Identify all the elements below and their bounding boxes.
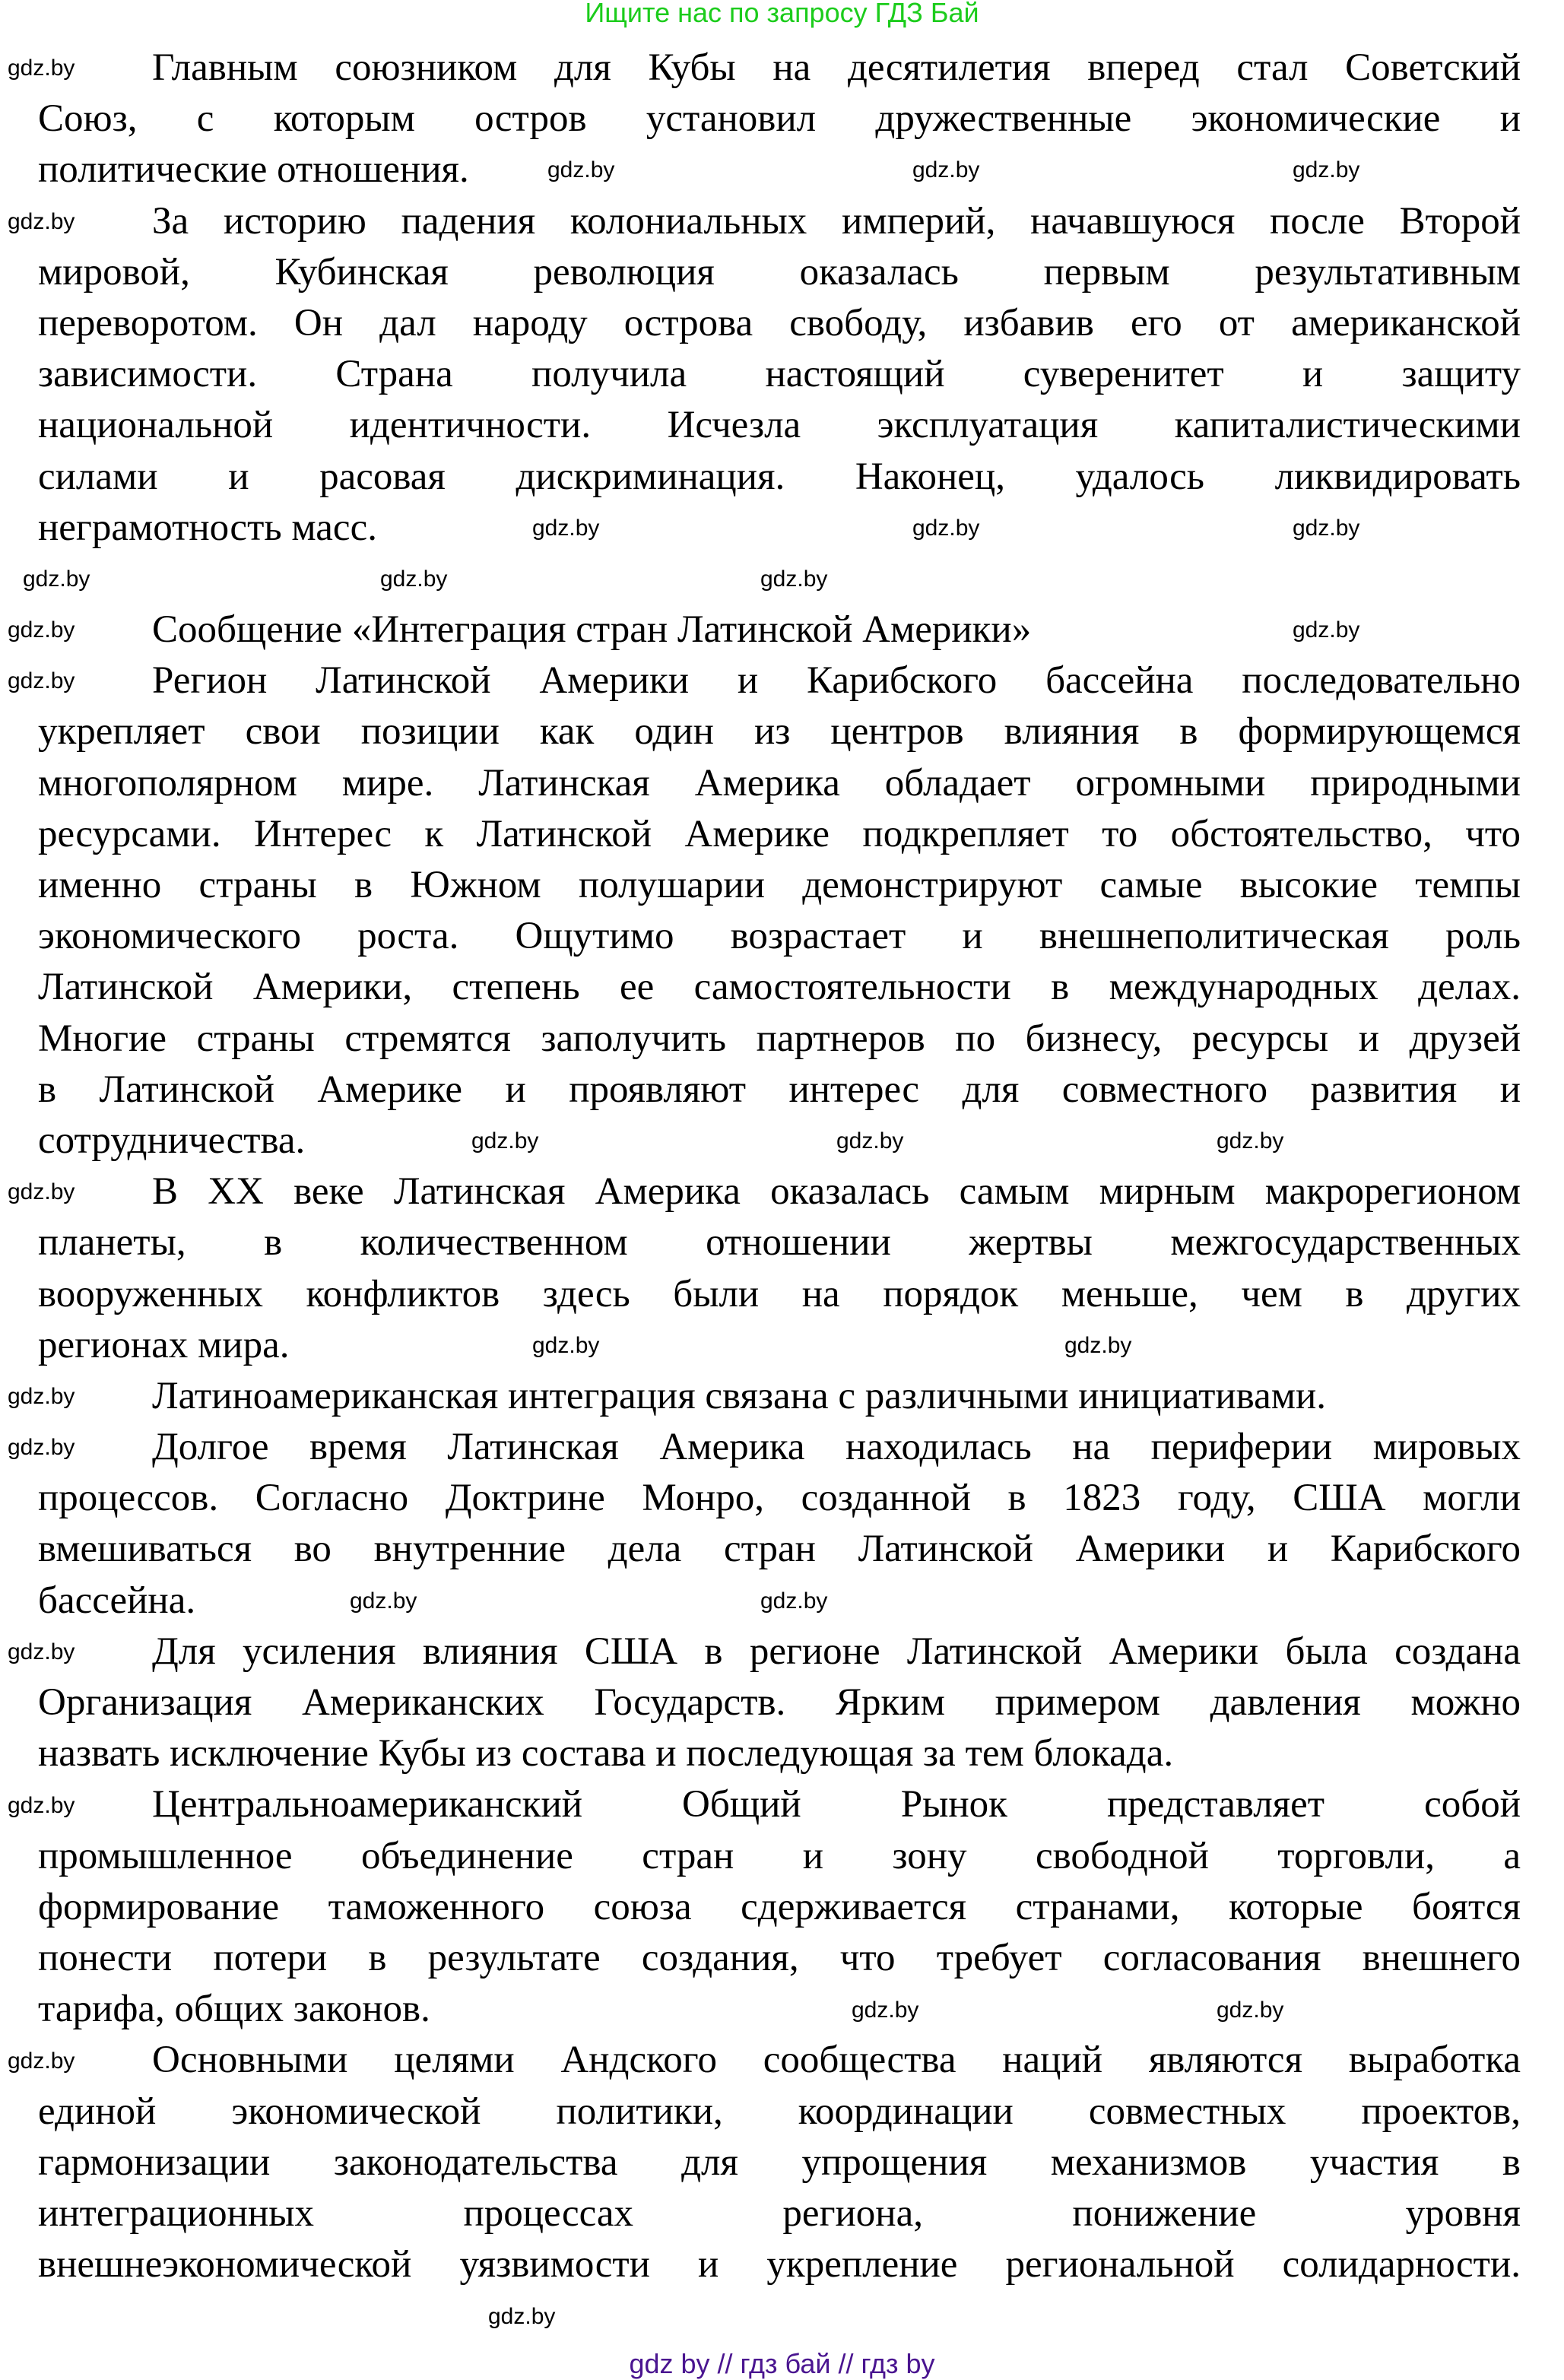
watermark: gdz.by <box>488 2304 556 2329</box>
text-line: Латинской Америки, степень ее самостоятельности в международных делах. <box>38 966 1521 1009</box>
text-line: ресурсами. Интерес к Латинской Америке подкрепляет то обстоятельство, что <box>38 812 1521 855</box>
search-banner: Ищите нас по запросу ГДЗ Бай <box>585 0 979 28</box>
text-line: укрепляет свои позиции как один из центров влияния в формирующемся <box>38 710 1521 754</box>
watermark: gdz.by <box>760 1588 828 1614</box>
text-line: В XX веке Латинская Америка оказалась самым мирным макрорегионом <box>152 1170 1521 1214</box>
text-line: промышленное объединение стран и зону свободной торговли, а <box>38 1834 1521 1877</box>
watermark: gdz.by <box>8 1435 75 1460</box>
watermark: gdz.by <box>1293 617 1360 643</box>
text-line: формирование таможенного союза сдерживается странами, которые боятся <box>38 1885 1521 1928</box>
text-line: Регион Латинской Америки и Карибского бассейна последовательно <box>152 659 1521 703</box>
text-line: Основными целями Андского сообщества наций являются выработка <box>152 2039 1521 2082</box>
watermark: gdz.by <box>1064 1333 1132 1358</box>
text-line: интеграционных процессах региона, понижение уровня <box>38 2191 1521 2235</box>
watermark: gdz.by <box>8 617 75 643</box>
section-heading: Сообщение «Интеграция стран Латинской Америки» <box>152 608 1032 652</box>
text-line: многополярном мире. Латинская Америка обладает огромными природными <box>38 761 1521 804</box>
text-line: процессов. Согласно Доктрине Монро, созданной в 1823 году, США могли <box>38 1477 1521 1520</box>
watermark: gdz.by <box>760 566 828 592</box>
text-line: зависимости. Страна получила настоящий суверенитет и защиту <box>38 353 1521 396</box>
watermark: gdz.by <box>912 157 980 182</box>
watermark: gdz.by <box>8 2048 75 2074</box>
watermark: gdz.by <box>852 1998 919 2023</box>
text-line: Латиноамериканская интеграция связана с различными инициативами. <box>152 1374 1327 1417</box>
document-body <box>38 43 1521 2290</box>
watermark: gdz.by <box>532 1333 600 1358</box>
text-line: За историю падения колониальных империй, начавшуюся после Второй <box>152 199 1521 243</box>
watermark: gdz.by <box>836 1128 904 1154</box>
text-line: планеты, в количественном отношении жертвы межгосударственных <box>38 1221 1521 1265</box>
watermark: gdz.by <box>471 1128 539 1154</box>
watermark: gdz.by <box>1217 1998 1284 2023</box>
watermark: gdz.by <box>8 209 75 234</box>
watermark: gdz.by <box>1293 516 1360 541</box>
text-line: внешнеэкономической уязвимости и укрепление региональной солидарности. <box>38 2243 1521 2286</box>
text-line: именно страны в Южном полушарии демонстрируют самые высокие темпы <box>38 864 1521 906</box>
watermark: gdz.by <box>8 1639 75 1664</box>
watermark: gdz.by <box>380 566 448 592</box>
watermark: gdz.by <box>912 516 980 541</box>
text-line: гармонизации законодательства для упрощения механизмов участия в <box>38 2140 1521 2184</box>
text-line: Многие страны стремятся заполучить партнеров по бизнесу, ресурсы и друзей <box>38 1017 1521 1060</box>
watermark: gdz.by <box>8 1793 75 1818</box>
watermark: gdz.by <box>8 56 75 81</box>
text-line: силами и расовая дискриминация. Наконец, удалось ликвидировать <box>38 455 1521 498</box>
watermark: gdz.by <box>8 668 75 693</box>
watermark: gdz.by <box>8 1384 75 1409</box>
text-line: политические отношения. <box>38 148 469 192</box>
text-line: вооруженных конфликтов здесь были на порядок меньше, чем в других <box>38 1272 1521 1315</box>
text-line: регионах мира. <box>38 1323 290 1366</box>
watermark: gdz.by <box>8 1179 75 1204</box>
text-line: Главным союзником для Кубы на десятилетия вперед стал Советский <box>152 46 1521 89</box>
text-line: Долгое время Латинская Америка находилась на периферии мировых <box>152 1426 1521 1469</box>
text-line: Союз, с которым остров установил дружественные экономические и <box>38 97 1521 141</box>
watermark: gdz.by <box>547 157 615 182</box>
watermark: gdz.by <box>532 516 600 541</box>
footer-links[interactable]: gdz by // гдз бай // гдз by <box>629 2348 935 2379</box>
watermark: gdz.by <box>23 566 90 592</box>
text-line: неграмотность масс. <box>38 506 377 549</box>
watermark: gdz.by <box>1217 1128 1284 1154</box>
text-line: назвать исключение Кубы из состава и последующая за тем блокада. <box>38 1732 1174 1775</box>
text-line: вмешиваться во внутренние дела стран Латинской Америки и Карибского <box>38 1528 1521 1571</box>
watermark: gdz.by <box>1293 157 1360 182</box>
text-line: Организация Американских Государств. Ярким примером давления можно <box>38 1681 1521 1724</box>
text-line: в Латинской Америке и проявляют интерес для совместного развития и <box>38 1068 1521 1111</box>
text-line: понести потери в результате создания, что требует согласования внешнего <box>38 1936 1521 1979</box>
text-line: Центральноамериканский Общий Рынок представляет собой <box>152 1783 1521 1826</box>
text-line: Для усиления влияния США в регионе Латинской Америки была создана <box>152 1630 1521 1673</box>
text-line: переворотом. Он дал народу острова свободу, избавив его от американской <box>38 301 1521 344</box>
text-line: тарифа, общих законов. <box>38 1988 430 2031</box>
text-line: единой экономической политики, координации совместных проектов, <box>38 2090 1521 2133</box>
text-line: сотрудничества. <box>38 1119 306 1162</box>
text-line: национальной идентичности. Исчезла эксплуатация капиталистическими <box>38 404 1521 447</box>
text-line: бассейна. <box>38 1579 196 1622</box>
text-line: экономического роста. Ощутимо возрастает и внешнеполитическая роль <box>38 915 1521 958</box>
watermark: gdz.by <box>350 1588 417 1614</box>
text-line: мировой, Кубинская революция оказалась первым результативным <box>38 250 1521 294</box>
